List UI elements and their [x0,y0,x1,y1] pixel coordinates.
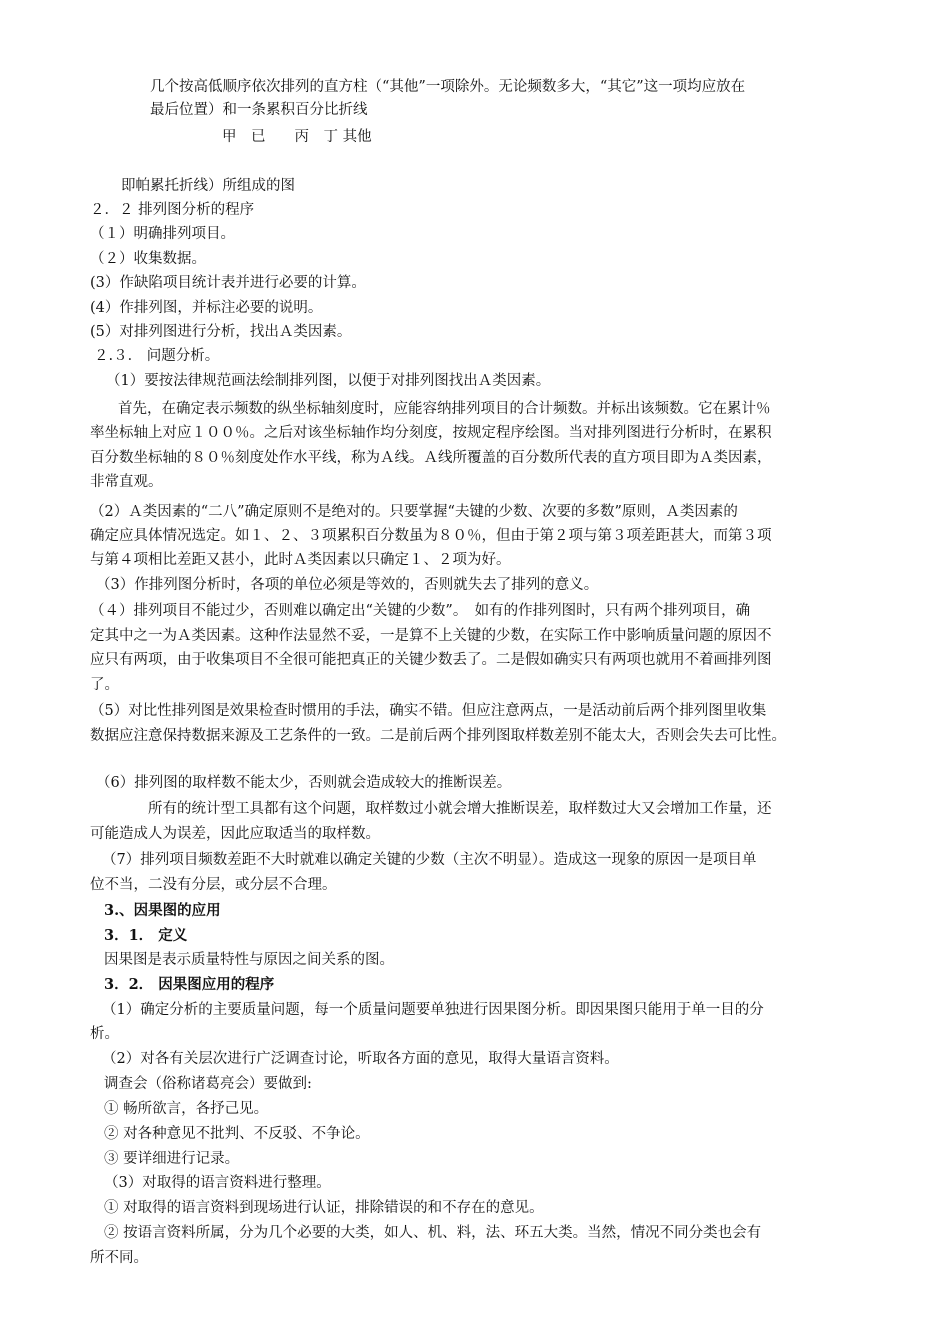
list-item: (5）对排列图进行分析，找出Ａ类因素。 [90,324,352,340]
paragraph-line: （４）排列项目不能过少，否则难以确定出“关键的少数”。 如有的作排列图时，只有两个排列项目，确 [90,603,751,619]
paragraph-line: 定其中之一为Ａ类因素。这种作法显然不妥，一是算不上关键的少数，在实际工作中影响质量问题的原因不 [90,628,772,644]
paragraph-line: 百分数坐标轴的８０％刻度处作水平线，称为Ａ线。Ａ线所覆盖的百分数所代表的直方项目即为Ａ类因素， [90,450,772,466]
paragraph-line: 非常直观。 [90,474,163,490]
text-line: 几个按高低顺序依次排列的直方柱（“其他”一项除外。无论频数多大，“其它”这一项均应放在 [150,79,746,95]
paragraph-line: 位不当，二没有分层，或分层不合理。 [90,877,337,893]
paragraph-line: 首先，在确定表示频数的纵坐标轴刻度时，应能容纳排列项目的合计频数。并标出该频数。它在累计％ [118,401,771,417]
paragraph-line: 析。 [90,1026,119,1042]
paragraph-line: （7）排列项目频数差距不大时就难以确定关键的少数（主次不明显）。造成这一现象的原因一是项目单 [102,852,757,868]
section-heading: 3.、因果图的应用 [104,902,221,919]
paragraph-line: 确定应具体情况选定。如１、２、３项累积百分数虽为８０％，但由于第２项与第３项差距甚大，而第３项 [90,528,772,544]
paragraph-line: （3）作排列图分析时，各项的单位必须是等效的，否则就失去了排列的意义。 [96,577,599,593]
paragraph-line: 可能造成人为误差，因此应取适当的取样数。 [90,826,380,842]
list-item: （１）明确排列项目。 [90,226,235,242]
paragraph-line: 所不同。 [90,1250,148,1266]
paragraph-line: 因果图是表示质量特性与原因之间关系的图。 [104,952,394,968]
paragraph-line: （2）Ａ类因素的“二八”确定原则不是绝对的。只要掌握“夫键的少数、次要的多数”原则，Ａ类因素的 [90,504,738,520]
paragraph-line: （6）排列图的取样数不能太少，否则就会造成较大的推断误差。 [96,775,512,791]
paragraph-line: 了。 [90,677,119,693]
paragraph-line: 所有的统计型工具都有这个问题，取样数过小就会增大推断误差，取样数过大又会增加工作量，还 [148,801,772,817]
list-item: （２）收集数据。 [90,251,206,267]
list-item: ③ 要详细进行记录。 [104,1151,240,1167]
section-heading: ２．２ 排列图分析的程序 [90,202,255,218]
paragraph-line: 数据应注意保持数据来源及工艺条件的一致。二是前后两个排列图取样数差别不能太大，否则会失去可比性。 [90,728,786,744]
paragraph-line: （1）确定分析的主要质量问题，每一个质量问题要单独进行因果图分析。即因果图只能用于单一目的分 [102,1002,764,1018]
section-heading: 3．2． 因果图应用的程序 [104,976,275,993]
text-line: 最后位置）和一条累积百分比折线 [150,102,368,118]
paragraph-line: 调查会（俗称诸葛亮会）要做到: [104,1076,312,1092]
paragraph-line: （3）对取得的语言资料进行整理。 [104,1175,331,1191]
list-item: ① 对取得的语言资料到现场进行认证，排除错误的和不存在的意见。 [104,1200,544,1216]
list-item: (3）作缺陷项目统计表并进行必要的计算。 [90,275,366,291]
paragraph-line: 与第４项相比差距又甚小，此时Ａ类因素以只确定１、２项为好。 [90,552,511,568]
section-heading: ２.３． 问题分析。 [94,348,220,364]
text-line: 即帕累托折线）所组成的图 [121,178,295,194]
section-heading: 3．1． 定义 [104,927,188,944]
list-item: ① 畅所欲言，各抒己见。 [104,1101,269,1117]
text-line: 甲 已 丙 丁 其他 [222,129,372,145]
paragraph-line: （5）对比性排列图是效果检查时惯用的手法，确实不错。但应注意两点，一是活动前后两个排列图里收集 [90,703,767,719]
paragraph-line: （1）要按法律规范画法绘制排列图，以便于对排列图找出Ａ类因素。 [106,373,551,389]
list-item: (4）作排列图，并标注必要的说明。 [90,300,323,316]
list-item: ② 按语言资料所属，分为几个必要的大类，如人、机、料，法、环五大类。当然，情况不同分类也会有 [104,1225,762,1241]
list-item: ② 对各种意见不批判、不反驳、不争论。 [104,1126,370,1142]
paragraph-line: 应只有两项，由于收集项目不全很可能把真正的关键少数丢了。二是假如确实只有两项也就用不着画排列图 [90,652,772,668]
paragraph-line: 率坐标轴上对应１００％。之后对该坐标轴作均分刻度，按规定程序绘图。当对排列图进行分析时，在累积 [90,425,772,441]
paragraph-line: （2）对各有关层次进行广泛调查讨论，听取各方面的意见，取得大量语言资料。 [102,1051,619,1067]
